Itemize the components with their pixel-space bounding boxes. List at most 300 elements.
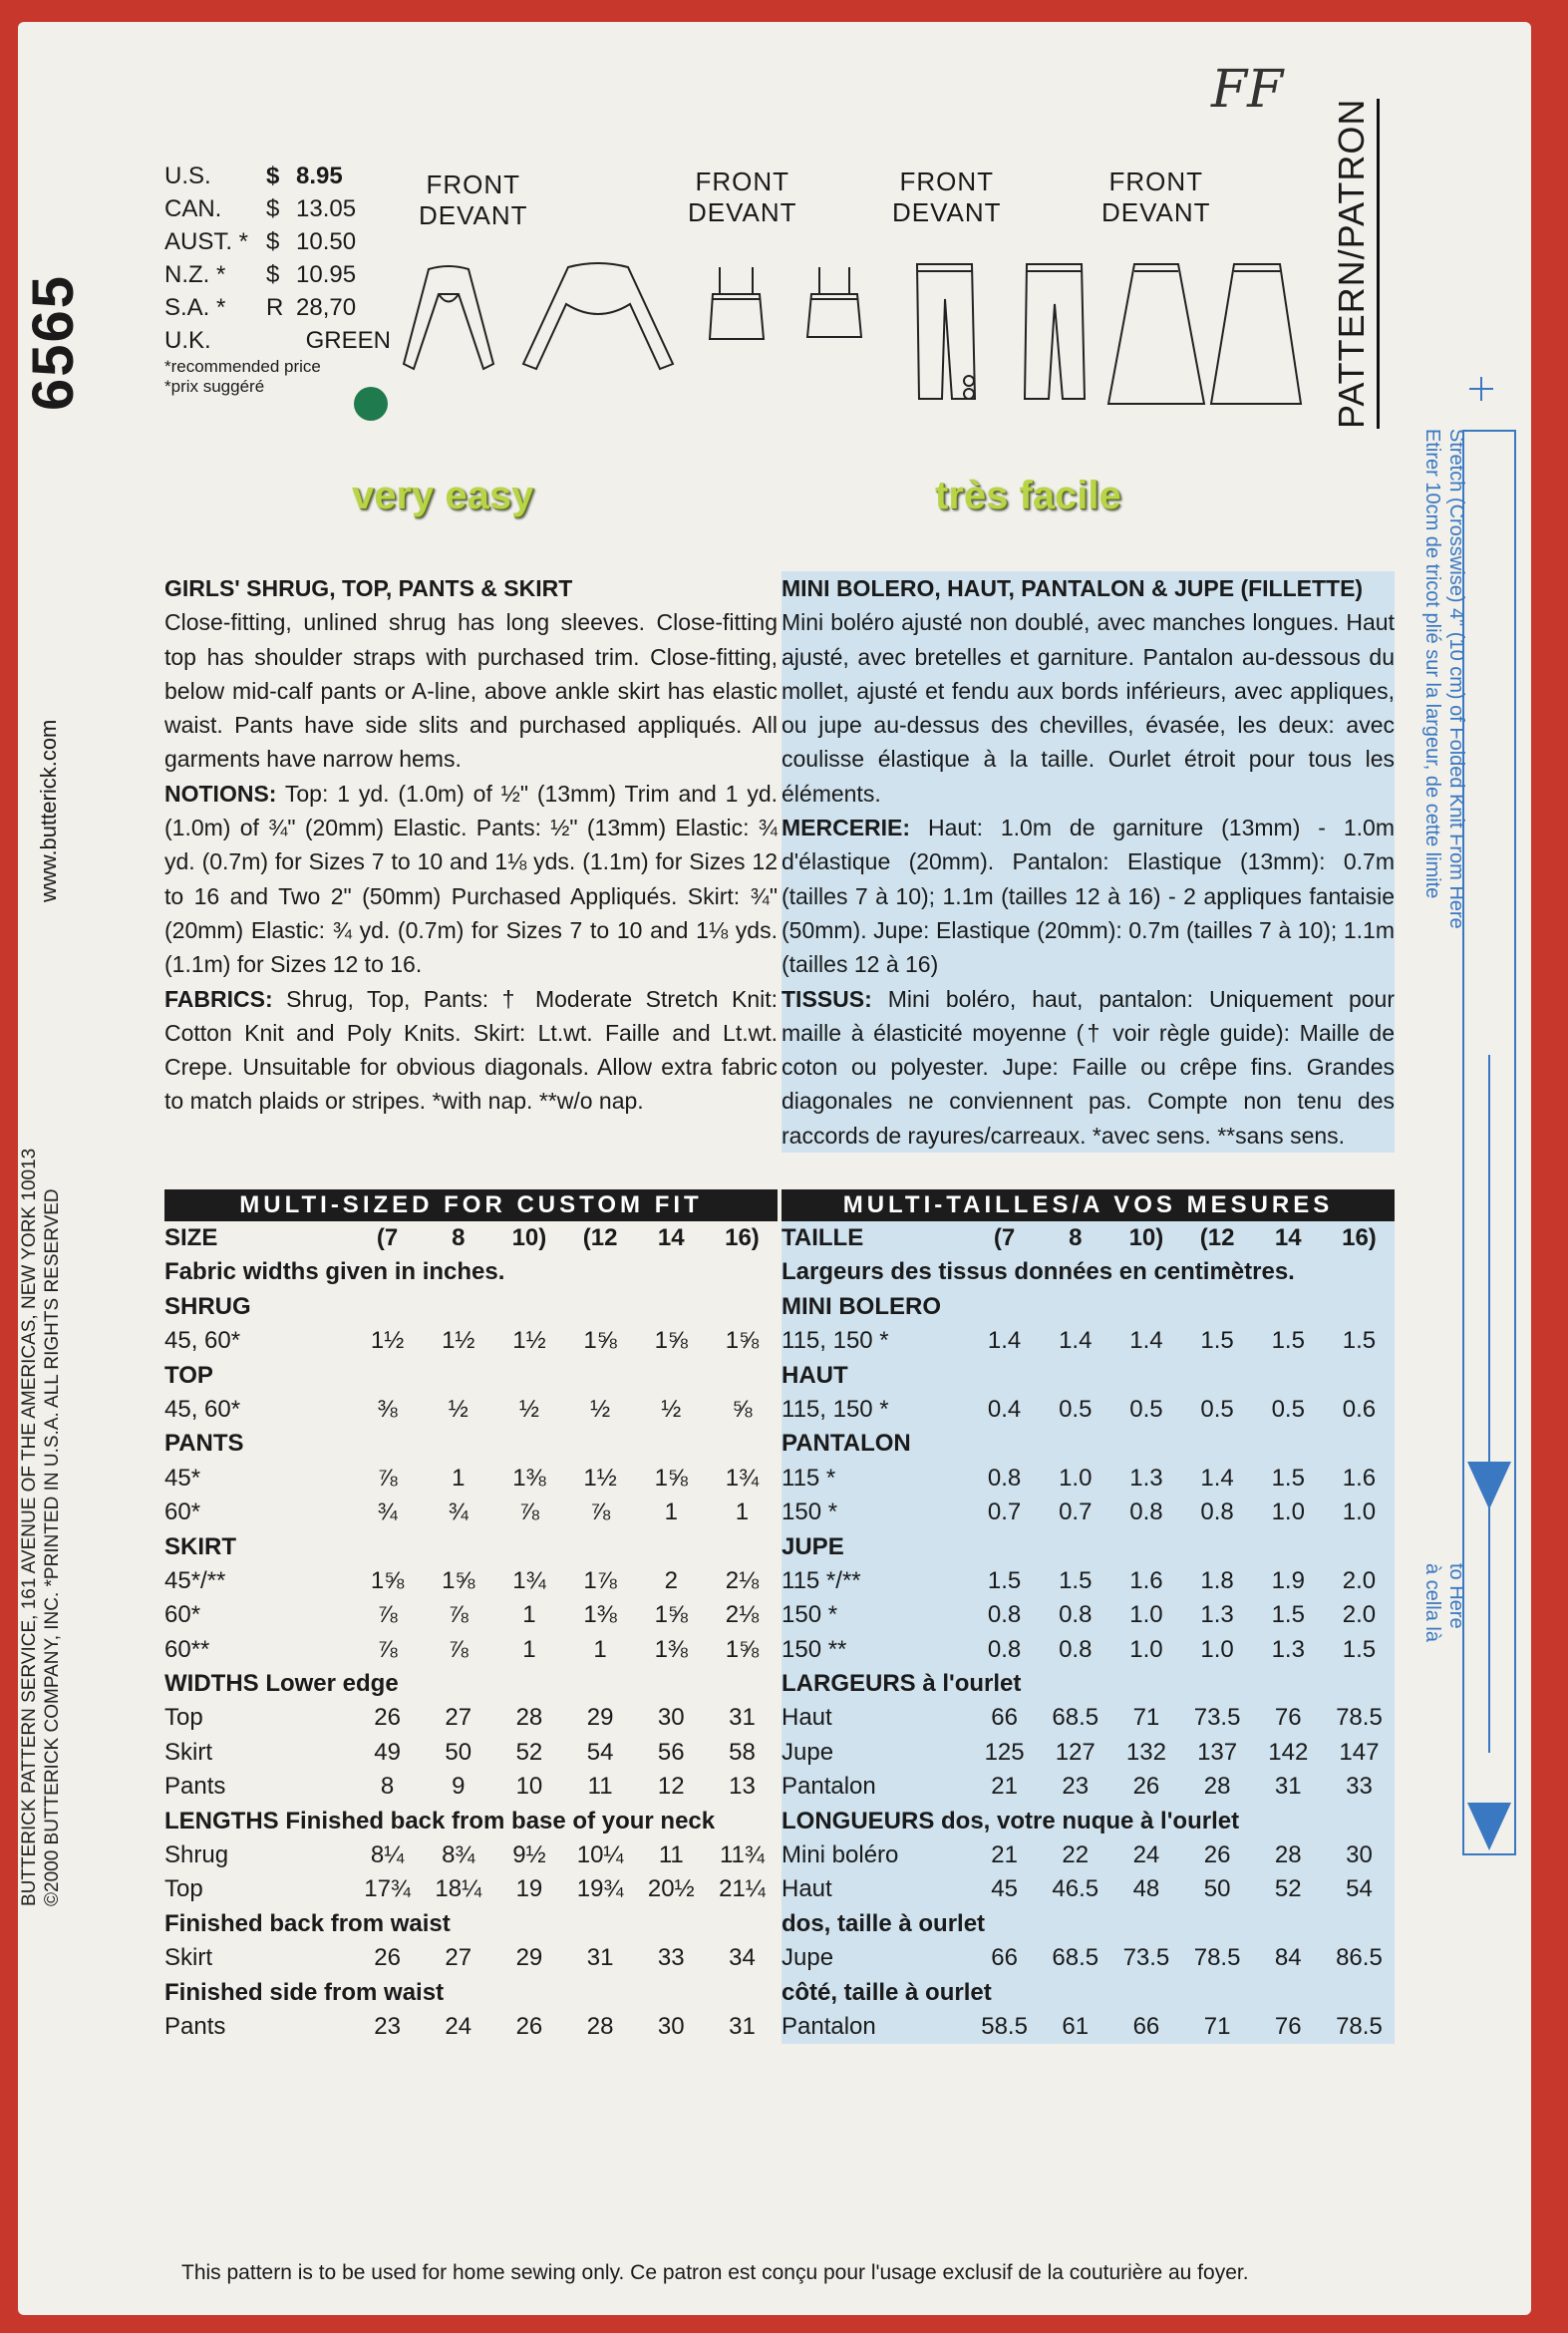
cell: 1⅜ (654, 1635, 688, 1663)
fabrics-text: Shrug, Top, Pants: † Moderate Stretch Knit: Cotton Knit and Poly Knits. Skirt: Lt.wt. Faille and Lt.wt. Crepe. Unsuitable for obvious diagonals. Allow extra fabric to match plaids or stripes. *with nap. **w/o nap. (164, 985, 779, 1115)
cell: (12 (1199, 1224, 1235, 1251)
cell: 19 (515, 1875, 543, 1903)
cell: 1.5 (1271, 1601, 1305, 1629)
cell: 1.0 (1129, 1635, 1163, 1663)
currency: R (266, 293, 284, 321)
tres-facile-label: très facile (935, 474, 1121, 517)
cell: ⅞ (518, 1499, 539, 1526)
cell: 2⅛ (725, 1601, 760, 1629)
table-row (782, 1838, 1395, 1872)
table-row (164, 1872, 778, 1906)
cell: 20½ (647, 1875, 695, 1903)
row-label: Finished back from waist (164, 1909, 451, 1937)
cell: 1.0 (1129, 1601, 1163, 1629)
cell: 84 (1274, 1944, 1302, 1972)
cell: ⅞ (590, 1499, 611, 1526)
table-row (782, 1805, 1395, 1838)
table-row (164, 1633, 778, 1667)
garment-line-drawings (399, 249, 1306, 419)
table-row (164, 1324, 778, 1358)
cell: 1 (664, 1499, 678, 1526)
stretch-gauge (1461, 377, 1519, 1872)
cell: 1.6 (1342, 1464, 1377, 1492)
cell: 31 (729, 1704, 756, 1732)
cell: 8¼ (370, 1841, 405, 1869)
row-label: 45, 60* (164, 1395, 241, 1423)
cell: 2.0 (1342, 1566, 1377, 1594)
cell: 1⅝ (654, 1327, 688, 1355)
row-label: Skirt (164, 1944, 212, 1972)
cell: 58.5 (981, 2012, 1028, 2040)
very-easy-label: very easy (352, 474, 534, 517)
country: CAN. (164, 194, 222, 222)
cell: 23 (1062, 1773, 1090, 1801)
row-label: Pantalon (782, 2012, 876, 2040)
cell: 31 (729, 2012, 756, 2040)
publisher-line: BUTTERICK PATTERN SERVICE, 161 AVENUE OF THE AMERICAS, NEW YORK 10013 (19, 1148, 40, 1906)
cell: ⅞ (448, 1635, 469, 1663)
cell: 26 (1203, 1841, 1231, 1869)
table-row (782, 1290, 1395, 1324)
cell: 1½ (512, 1327, 546, 1355)
cell: 1⅝ (370, 1566, 405, 1594)
row-label: 150 * (782, 1499, 838, 1526)
cell: 33 (657, 1944, 685, 1972)
cell: 30 (1346, 1841, 1373, 1869)
description-title: MINI BOLERO, HAUT, PANTALON & JUPE (FILLETTE) (782, 575, 1364, 601)
amount: 10.95 (296, 260, 357, 288)
cell: 26 (1132, 1773, 1160, 1801)
row-label: 60* (164, 1499, 201, 1526)
cell: 8 (452, 1224, 466, 1251)
yardage-table-english (164, 1189, 778, 2044)
cell: 10) (511, 1224, 547, 1251)
amount: 8.95 (296, 162, 343, 189)
cell: 1½ (442, 1327, 475, 1355)
row-label: JUPE (782, 1532, 844, 1560)
cell: (7 (993, 1224, 1016, 1251)
row-label: 115, 150 * (782, 1327, 889, 1355)
cell: 10¼ (576, 1841, 624, 1869)
cell: 0.8 (1129, 1499, 1163, 1526)
cell: 9 (452, 1773, 466, 1801)
cell: 10) (1128, 1224, 1164, 1251)
cell: 52 (515, 1738, 543, 1766)
cell: 19¾ (576, 1875, 624, 1903)
amount: 13.05 (296, 194, 357, 222)
fabrics-label: TISSUS: (782, 985, 872, 1012)
cell: 1.4 (987, 1327, 1022, 1355)
cell: 78.5 (1336, 1704, 1383, 1732)
cell: 1.5 (1271, 1464, 1305, 1492)
table-row (164, 1427, 778, 1461)
cell: 1⅜ (512, 1464, 546, 1492)
cell: 1.5 (1200, 1327, 1234, 1355)
table-row (782, 1462, 1395, 1496)
country: S.A. * (164, 293, 226, 321)
cell: 28 (586, 2012, 614, 2040)
notions-text: Haut: 1.0m de garniture (13mm) - 1.0m d'élastique (20mm). Pantalon: Elastique (13mm): 0.7m (tailles 7 à 10); 1.1m (tailles 12 à 16) - 2 appliques fantaisie (50mm). Jupe: Elastique (20mm): 0.7m (tailles 7 à 10); 1.1m (tailles 12 à 16) (782, 815, 1395, 978)
cell: 1.3 (1129, 1464, 1163, 1492)
cell: 86.5 (1336, 1944, 1383, 1972)
cell: 18¼ (435, 1875, 482, 1903)
cell: 21¼ (719, 1875, 766, 1903)
cell: 45 (991, 1875, 1018, 1903)
stretch-end: to Here à cella là (1421, 1563, 1467, 1642)
cell: 29 (586, 1704, 614, 1732)
table-row (782, 1221, 1395, 1255)
cell: ½ (518, 1395, 539, 1423)
cell: 8¾ (442, 1841, 475, 1869)
row-label: Skirt (164, 1738, 212, 1766)
description-body: Mini boléro ajusté non doublé, avec manches longues. Haut ajusté, avec bretelles et garniture. Pantalon au-dessous du mollet, ajusté et fendu aux bords inférieurs, avec appliques, ou jupe au-dessus des chevilles, évasée, les deux: avec coulisse élastique à la taille. Ourlet étroit pour tous les éléments. (782, 609, 1395, 807)
table-rows (164, 1221, 778, 2044)
cell: 26 (374, 1944, 401, 1972)
notions-label: MERCERIE: (782, 815, 911, 841)
cell: 0.7 (1059, 1499, 1093, 1526)
cell: 1.5 (987, 1566, 1022, 1594)
cell: 132 (1125, 1738, 1166, 1766)
cell: 1⅝ (583, 1327, 617, 1355)
cell: 46.5 (1052, 1875, 1099, 1903)
cell: 1.5 (1342, 1327, 1377, 1355)
cell: 26 (374, 1704, 401, 1732)
cell: 50 (445, 1738, 472, 1766)
front-label: FRONT DEVANT (1101, 167, 1211, 227)
description-french (782, 571, 1395, 1153)
cell: 8 (380, 1773, 395, 1801)
top-back-drawing (807, 267, 861, 337)
stretch-line: Etirer 10cm de tricot plié sur la largeur, de cette limite (1421, 429, 1443, 899)
cell: 54 (1346, 1875, 1373, 1903)
cell: 1.3 (1271, 1635, 1305, 1663)
cell: 1.0 (1271, 1499, 1305, 1526)
cell: 1.5 (1342, 1635, 1377, 1663)
cell: 16) (1342, 1224, 1377, 1251)
row-label: PANTALON (782, 1430, 911, 1458)
table-row (164, 1598, 778, 1632)
currency: $ (266, 162, 280, 189)
cell: 61 (1062, 2012, 1090, 2040)
table-row (164, 1462, 778, 1496)
description-english (164, 571, 778, 1119)
row-label: 115, 150 * (782, 1395, 889, 1423)
row-label: 115 */** (782, 1566, 861, 1594)
table-row (782, 1359, 1395, 1393)
table-row (782, 1598, 1395, 1632)
table-row (164, 1564, 778, 1598)
cell: 147 (1339, 1738, 1380, 1766)
cell: 1⅝ (442, 1566, 475, 1594)
cell: 14 (657, 1224, 685, 1251)
cell: 0.5 (1200, 1395, 1234, 1423)
yardage-table-french (782, 1189, 1395, 2044)
cell: 137 (1197, 1738, 1238, 1766)
cell: 78.5 (1193, 1944, 1241, 1972)
cell: 11 (658, 1841, 684, 1869)
stretch-instructions (1420, 429, 1468, 929)
cell: ⅞ (377, 1635, 398, 1663)
cell: 1¾ (725, 1464, 760, 1492)
cell: 33 (1346, 1773, 1373, 1801)
country: AUST. * (164, 227, 249, 255)
cell: 1½ (583, 1464, 617, 1492)
cell: 1.6 (1129, 1566, 1163, 1594)
cell: (7 (376, 1224, 399, 1251)
cell: 1¾ (512, 1566, 546, 1594)
front-label: FRONT DEVANT (892, 167, 1002, 227)
row-label: Finished side from waist (164, 1978, 445, 2006)
cell: ⅞ (448, 1601, 469, 1629)
cell: 1⅝ (654, 1464, 688, 1492)
row-label: Jupe (782, 1944, 834, 1972)
cell: 1.8 (1200, 1566, 1234, 1594)
cell: 30 (657, 1704, 685, 1732)
row-label: Jupe (782, 1738, 834, 1766)
cell: 31 (1274, 1773, 1302, 1801)
cell: 1.5 (1271, 1327, 1305, 1355)
row-label: TAILLE (782, 1224, 864, 1251)
cell: 1.5 (1059, 1566, 1093, 1594)
row-label: Haut (782, 1875, 832, 1903)
cell: 1⅝ (725, 1635, 760, 1663)
cell: 2 (664, 1566, 678, 1594)
cell: 58 (729, 1738, 756, 1766)
cell: ½ (590, 1395, 611, 1423)
copyright-line: ©2000 BUTTERICK COMPANY, INC. *PRINTED IN U.S.A. ALL RIGHTS RESERVED (42, 1188, 63, 1906)
cell: 9½ (512, 1841, 546, 1869)
cell: 0.5 (1271, 1395, 1305, 1423)
green-price-dot (354, 387, 388, 421)
row-label: SKIRT (164, 1532, 236, 1560)
cell: 125 (984, 1738, 1025, 1766)
table-row (782, 1976, 1395, 2010)
price-row (164, 192, 409, 225)
cell: 1 (735, 1499, 750, 1526)
description-body: Close-fitting, unlined shrug has long sleeves. Close-fitting top has shoulder straps with purchased trim. Close-fitting, below mid-calf pants or A-line, above ankle skirt has elastic waist. Pants have side slits and purchased appliqués. All garments have narrow hems. (164, 609, 778, 773)
cell: 71 (1203, 2012, 1231, 2040)
row-label: SHRUG (164, 1292, 251, 1320)
row-label: Largeurs des tissus données en centimètres. (782, 1258, 1295, 1286)
cell: ⅞ (377, 1464, 398, 1492)
pants-back-drawing (1025, 264, 1085, 399)
table-band: MULTI-SIZED FOR CUSTOM FIT (164, 1189, 778, 1221)
row-label: LARGEURS à l'ourlet (782, 1670, 1022, 1698)
price-note: *prix suggéré (164, 377, 265, 396)
cell: 8 (1069, 1224, 1083, 1251)
pattern-number: 6565 (21, 273, 86, 411)
cell: 24 (1132, 1841, 1160, 1869)
cell: 54 (586, 1738, 614, 1766)
cell: (12 (582, 1224, 618, 1251)
cell: 1 (452, 1464, 466, 1492)
row-label: Shrug (164, 1841, 229, 1869)
pattern-patron-label: PATTERN/PATRON (1331, 99, 1380, 429)
footer-notice: This pattern is to be used for home sewing only. Ce patron est conçu pour l'usage exclusif de la couturière au foyer. (181, 2261, 1249, 2284)
row-label: 45, 60* (164, 1327, 241, 1355)
table-row (782, 1496, 1395, 1529)
cell: 1.0 (1342, 1499, 1377, 1526)
table-row (782, 1564, 1395, 1598)
row-label: PANTS (164, 1430, 244, 1458)
cell: 0.6 (1342, 1395, 1377, 1423)
cell: ⅞ (377, 1601, 398, 1629)
cell: 0.4 (987, 1395, 1022, 1423)
row-label: 150 ** (782, 1635, 847, 1663)
cell: 0.8 (1059, 1635, 1093, 1663)
cell: 16) (725, 1224, 760, 1251)
cell: 22 (1062, 1841, 1090, 1869)
cell: 14 (1274, 1224, 1302, 1251)
front-label: FRONT DEVANT (688, 167, 797, 227)
description-title: GIRLS' SHRUG, TOP, PANTS & SKIRT (164, 575, 573, 601)
cell: 68.5 (1052, 1704, 1099, 1732)
cell: 0.7 (987, 1499, 1022, 1526)
cell: 66 (991, 1704, 1018, 1732)
cell: 52 (1274, 1875, 1302, 1903)
table-row (782, 1907, 1395, 1941)
row-label: dos, taille à ourlet (782, 1909, 986, 1937)
cell: 1.0 (1059, 1464, 1093, 1492)
country: U.S. (164, 162, 211, 189)
currency: $ (266, 227, 280, 255)
cell: 30 (657, 2012, 685, 2040)
table-row (164, 1976, 778, 2010)
cell: 12 (657, 1773, 685, 1801)
pants-front-drawing (917, 264, 975, 399)
row-label: HAUT (782, 1361, 848, 1389)
cell: 17¾ (364, 1875, 411, 1903)
cell: 0.8 (987, 1635, 1022, 1663)
cell: 1.4 (1059, 1327, 1093, 1355)
cell: 1⅞ (583, 1566, 617, 1594)
row-label: WIDTHS Lower edge (164, 1670, 399, 1698)
amount: GREEN (305, 326, 391, 354)
cell: 21 (991, 1841, 1018, 1869)
row-label: LENGTHS Finished back from base of your neck (164, 1807, 716, 1834)
cell: 11¾ (719, 1841, 765, 1869)
cell: 0.8 (1059, 1601, 1093, 1629)
table-row (164, 1221, 778, 1255)
price-list (164, 160, 409, 397)
cell: 1.9 (1271, 1566, 1305, 1594)
table-row (164, 1530, 778, 1564)
top-front-drawing (710, 267, 764, 339)
skirt-front-drawing (1108, 264, 1204, 404)
table-row (164, 1838, 778, 1872)
table-row (782, 1736, 1395, 1770)
amount: 28,70 (296, 293, 357, 321)
cell: 29 (515, 1944, 543, 1972)
cell: 0.8 (987, 1464, 1022, 1492)
amount: 10.50 (296, 227, 357, 255)
cell: 1⅜ (583, 1601, 617, 1629)
cell: 56 (657, 1738, 685, 1766)
cell: 0.8 (987, 1601, 1022, 1629)
table-row (164, 1359, 778, 1393)
price-note: *recommended price (164, 357, 321, 376)
table-row (782, 1701, 1395, 1735)
website-url: www.butterick.com (36, 719, 61, 902)
row-label: Pantalon (782, 1773, 876, 1801)
price-row (164, 225, 409, 258)
table-row (782, 1255, 1395, 1289)
cell: 28 (1203, 1773, 1231, 1801)
table-row (164, 1255, 778, 1289)
table-row (782, 1393, 1395, 1427)
cell: 11 (587, 1773, 613, 1801)
cell: 0.5 (1059, 1395, 1093, 1423)
row-label: Top (164, 1875, 203, 1903)
table-band: MULTI-TAILLES/A VOS MESURES (782, 1189, 1395, 1221)
cell: 24 (445, 2012, 472, 2040)
table-row (782, 1427, 1395, 1461)
cell: 0.8 (1200, 1499, 1234, 1526)
cell: 28 (515, 1704, 543, 1732)
publisher-info (18, 211, 64, 1906)
cell: 1⅝ (725, 1327, 760, 1355)
row-label: Pants (164, 1773, 226, 1801)
table-row (782, 1770, 1395, 1804)
row-label: LONGUEURS dos, votre nuque à l'ourlet (782, 1807, 1240, 1834)
cell: 27 (445, 1944, 472, 1972)
cell: 76 (1274, 2012, 1302, 2040)
skirt-back-drawing (1211, 264, 1301, 404)
row-label: 150 * (782, 1601, 838, 1629)
row-label: Fabric widths given in inches. (164, 1258, 505, 1286)
row-label: Haut (782, 1704, 832, 1732)
table-row (164, 1701, 778, 1735)
notions-text: Top: 1 yd. (1.0m) of ½" (13mm) Trim and 1 yd. (1.0m) of ¾" (20mm) Elastic. Pants: ½" (13mm) Elastic: ¾ yd. (0.7m) for Sizes 7 to 10 and 1⅛ yds. (1.1m) for Sizes 12 to 16 and Two 2" (50mm) Purchased Appliqués. Skirt: ¾" (20mm) Elastic: ¾ yd. (0.7m) for Sizes 7 to 10 and 1⅛ yds. (1.1m) for Sizes 12 to 16. (164, 780, 778, 978)
cell: 73.5 (1122, 1944, 1170, 1972)
shrug-front-drawing (523, 263, 673, 369)
table-row (782, 1530, 1395, 1564)
cell: 28 (1274, 1841, 1302, 1869)
cell: 1.4 (1129, 1327, 1163, 1355)
cell: 1⅝ (654, 1601, 688, 1629)
table-row (164, 1770, 778, 1804)
cell: 34 (729, 1944, 756, 1972)
cell: 1.3 (1200, 1601, 1234, 1629)
cell: 2.0 (1342, 1601, 1377, 1629)
table-row (164, 2010, 778, 2044)
cell: 31 (586, 1944, 614, 1972)
country: N.Z. * (164, 260, 226, 288)
cell: ⅝ (732, 1395, 753, 1423)
cell: 78.5 (1336, 2012, 1383, 2040)
cell: 68.5 (1052, 1944, 1099, 1972)
cell: 1½ (370, 1327, 405, 1355)
cell: 1 (593, 1635, 607, 1663)
currency: $ (266, 260, 280, 288)
row-label: côté, taille à ourlet (782, 1978, 992, 2006)
cell: 0.5 (1129, 1395, 1163, 1423)
cell: 142 (1268, 1738, 1309, 1766)
price-row (164, 258, 409, 291)
cell: 1.4 (1200, 1464, 1234, 1492)
row-label: 115 * (782, 1464, 836, 1492)
cell: 48 (1132, 1875, 1160, 1903)
cell: 71 (1132, 1704, 1160, 1732)
row-label: 60* (164, 1601, 201, 1629)
stretch-line: Stretch (Crosswise) 4" (10 cm) of Folded Knit From Here (1445, 429, 1467, 929)
table-row (164, 1805, 778, 1838)
table-rows (782, 1221, 1395, 2044)
table-row (164, 1941, 778, 1975)
table-row (164, 1667, 778, 1701)
country: U.K. (164, 326, 211, 354)
cell: 26 (515, 2012, 543, 2040)
